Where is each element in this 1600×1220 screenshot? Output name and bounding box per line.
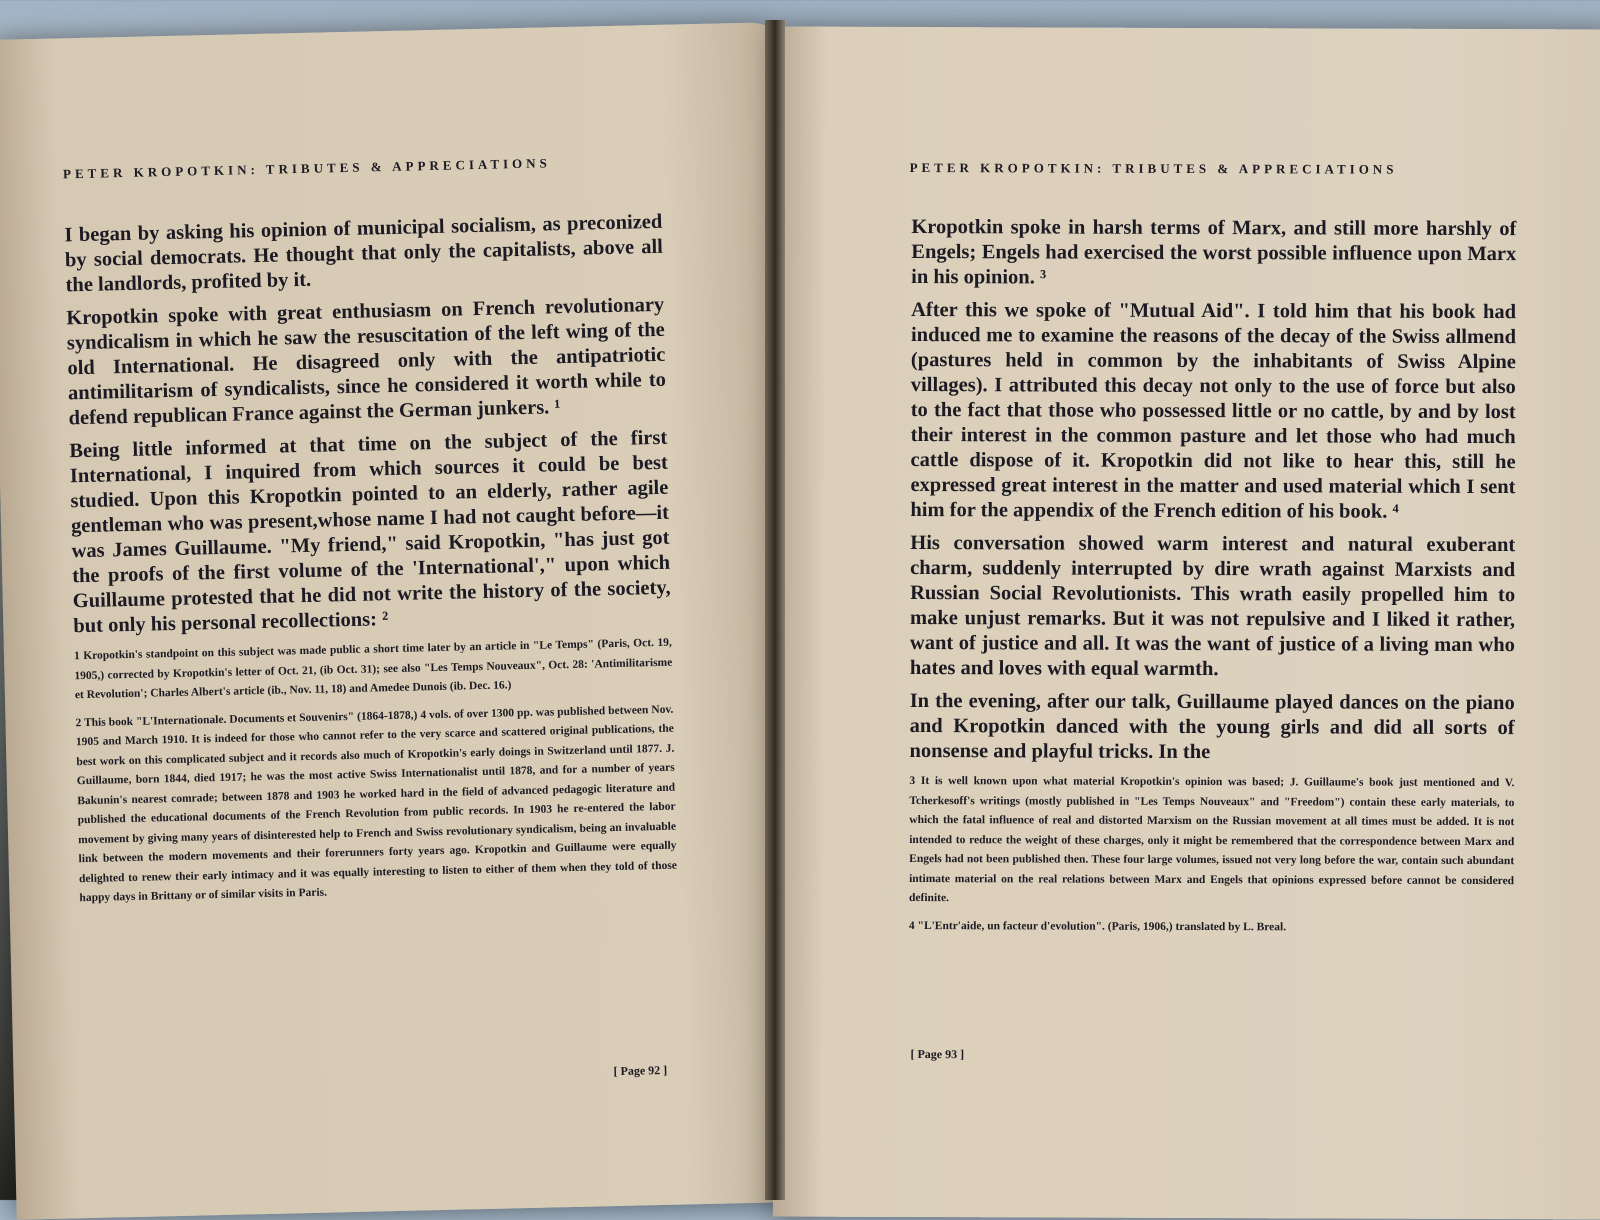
- paragraph: Kropotkin spoke with great enthusiasm on French revolutionary syndicalism in which he saw the resuscitation of the left wing of the old International. He disagreed only with the antipatriotic antimilitarism of syndicalists, since he considered it worth while to defend republican France against the German junkers. ¹: [66, 293, 667, 430]
- paragraph: His conversation showed warm interest and natural exuberant charm, suddenly interrupted by dire wrath against Marxists and Russian Social Revolutionists. This wrath easily propelled him to make unjust remarks. But it was not repulsive and I liked it rather, want of justice and all. It was the want of justice of a living man who hates and loves with equal warmth.: [909, 532, 1516, 681]
- running-head: PETER KROPOTKIN: TRIBUTES & APPRECIATIONS: [909, 160, 1398, 177]
- page-number: [ Page 93 ]: [910, 1047, 965, 1062]
- paragraph: Kropotkin spoke in harsh terms of Marx, and still more harshly of Engels; Engels had exercised the worst possible influence upon Marx in his opinion. ³: [911, 216, 1517, 289]
- left-page: [0, 22, 807, 1220]
- footnote: 3 It is well known upon what material Kropotkin's opinion was based; J. Guillaume's book just mentioned and V. Tcherkesoff's writings (mostly published in "Les Temps Nouveaux" and "Freedom") contain these early materials, to which the fatal influence of real and distorted Marxism on the Russian movement at all times must be added. It is not intended to reduce the weight of these charges, only it might be remembered that the correspondence between Marx and Engels had not been published then. These four large volumes, issued not very long before the war, contain such abundant intimate material on the real relations between Marx and Engels that opinions expressed before cannot be considered definite.: [909, 775, 1515, 905]
- page-body: [909, 215, 1517, 946]
- right-page: [773, 27, 1600, 1220]
- footnote: 2 This book "L'Internationale. Documents et Souvenirs" (1864-1878,) 4 vols. of over 1300 pp. was published between Nov. 1905 and March 1910. It is indeed for those who cannot refer to the very scarce and scattered original publications, the best work on this complicated subject and it records also much of Kropotkin's early doings in Switzerland until 1877. J. Guillaume, born 1844, died 1917; he was the most active Swiss Internationalist until 1878, and for a number of years Bakunin's nearest comrade; between 1878 and 1903 he worked hard in the field of advanced pedagogic literature and published the educational documents of the French Revolution from public records. In 1903 he re-entered the labor movement by giving many years of disinterested help to French and Swiss revolutionary syndicalism, being an invaluable link between the modern movements and their forerunners forty years ago. Kropotkin and Guillaume were equally delighted to renew their early intimacy and it was equally interesting to listen to either of them when they told of those happy days in Brittany or of similar visits in Paris.: [75, 703, 678, 905]
- book-gutter: [765, 20, 785, 1200]
- paragraph: Being little informed at that time on the subject of the first International, I inquired from which sources it could be best studied. Upon this Kropotkin pointed to an elderly, rather agile gentleman who was present,whose name I had not caught before—it was James Guillaume. "My friend," said Kropotkin, "has just got the proofs of the first volume of the 'International'," upon which Guillaume protested that he did not write the history of the society, but only his personal recollections: ²: [69, 426, 671, 638]
- paragraph: After this we spoke of "Mutual Aid". I told him that his book had induced me to examine the reasons of the decay of the Swiss allmend (pastures held in common by the inhabitants of Swiss Alpine villages). I attributed this decay not only to the use of force but also to the fact that those who possessed little or no cattle, by and by lost their interest in the common pasture and let those who had much cattle dispose of it. Kropotkin did not like to hear this, still he expressed great interest in the matter and used material which I sent him for the appendix of the French edition of his book. ⁴: [910, 299, 1517, 523]
- paragraph: I began by asking his opinion of municipal socialism, as preconized by social democrats. He thought that only the capitalists, above all the landlords, profited by it.: [64, 210, 664, 297]
- footnote: 1 Kropotkin's standpoint on this subject was made public a short time later by an article in "Le Temps" (Paris, Oct. 19, 1905,) corrected by Kropotkin's letter of Oct. 21, (ib Oct. 31); see also "Les Temps Nouveaux", Oct. 28: 'Antimilitarisme et Revolution'; Charles Albert's article (ib., Nov. 11, 18) and Amedee Dunois (ib. Dec. 16.): [73, 636, 673, 702]
- paragraph: In the evening, after our talk, Guillaume played dances on the piano and Kropotkin danced with the young girls and did all sorts of nonsense and playful tricks. In the: [909, 690, 1515, 764]
- footnote: 4 "L'Entr'aide, un facteur d'evolution". (Paris, 1906,) translated by L. Breal.: [908, 919, 1287, 933]
- page-number: [ Page 92 ]: [613, 1062, 668, 1079]
- running-head: PETER KROPOTKIN: TRIBUTES & APPRECIATIONS: [62, 155, 551, 182]
- page-body: [64, 210, 678, 917]
